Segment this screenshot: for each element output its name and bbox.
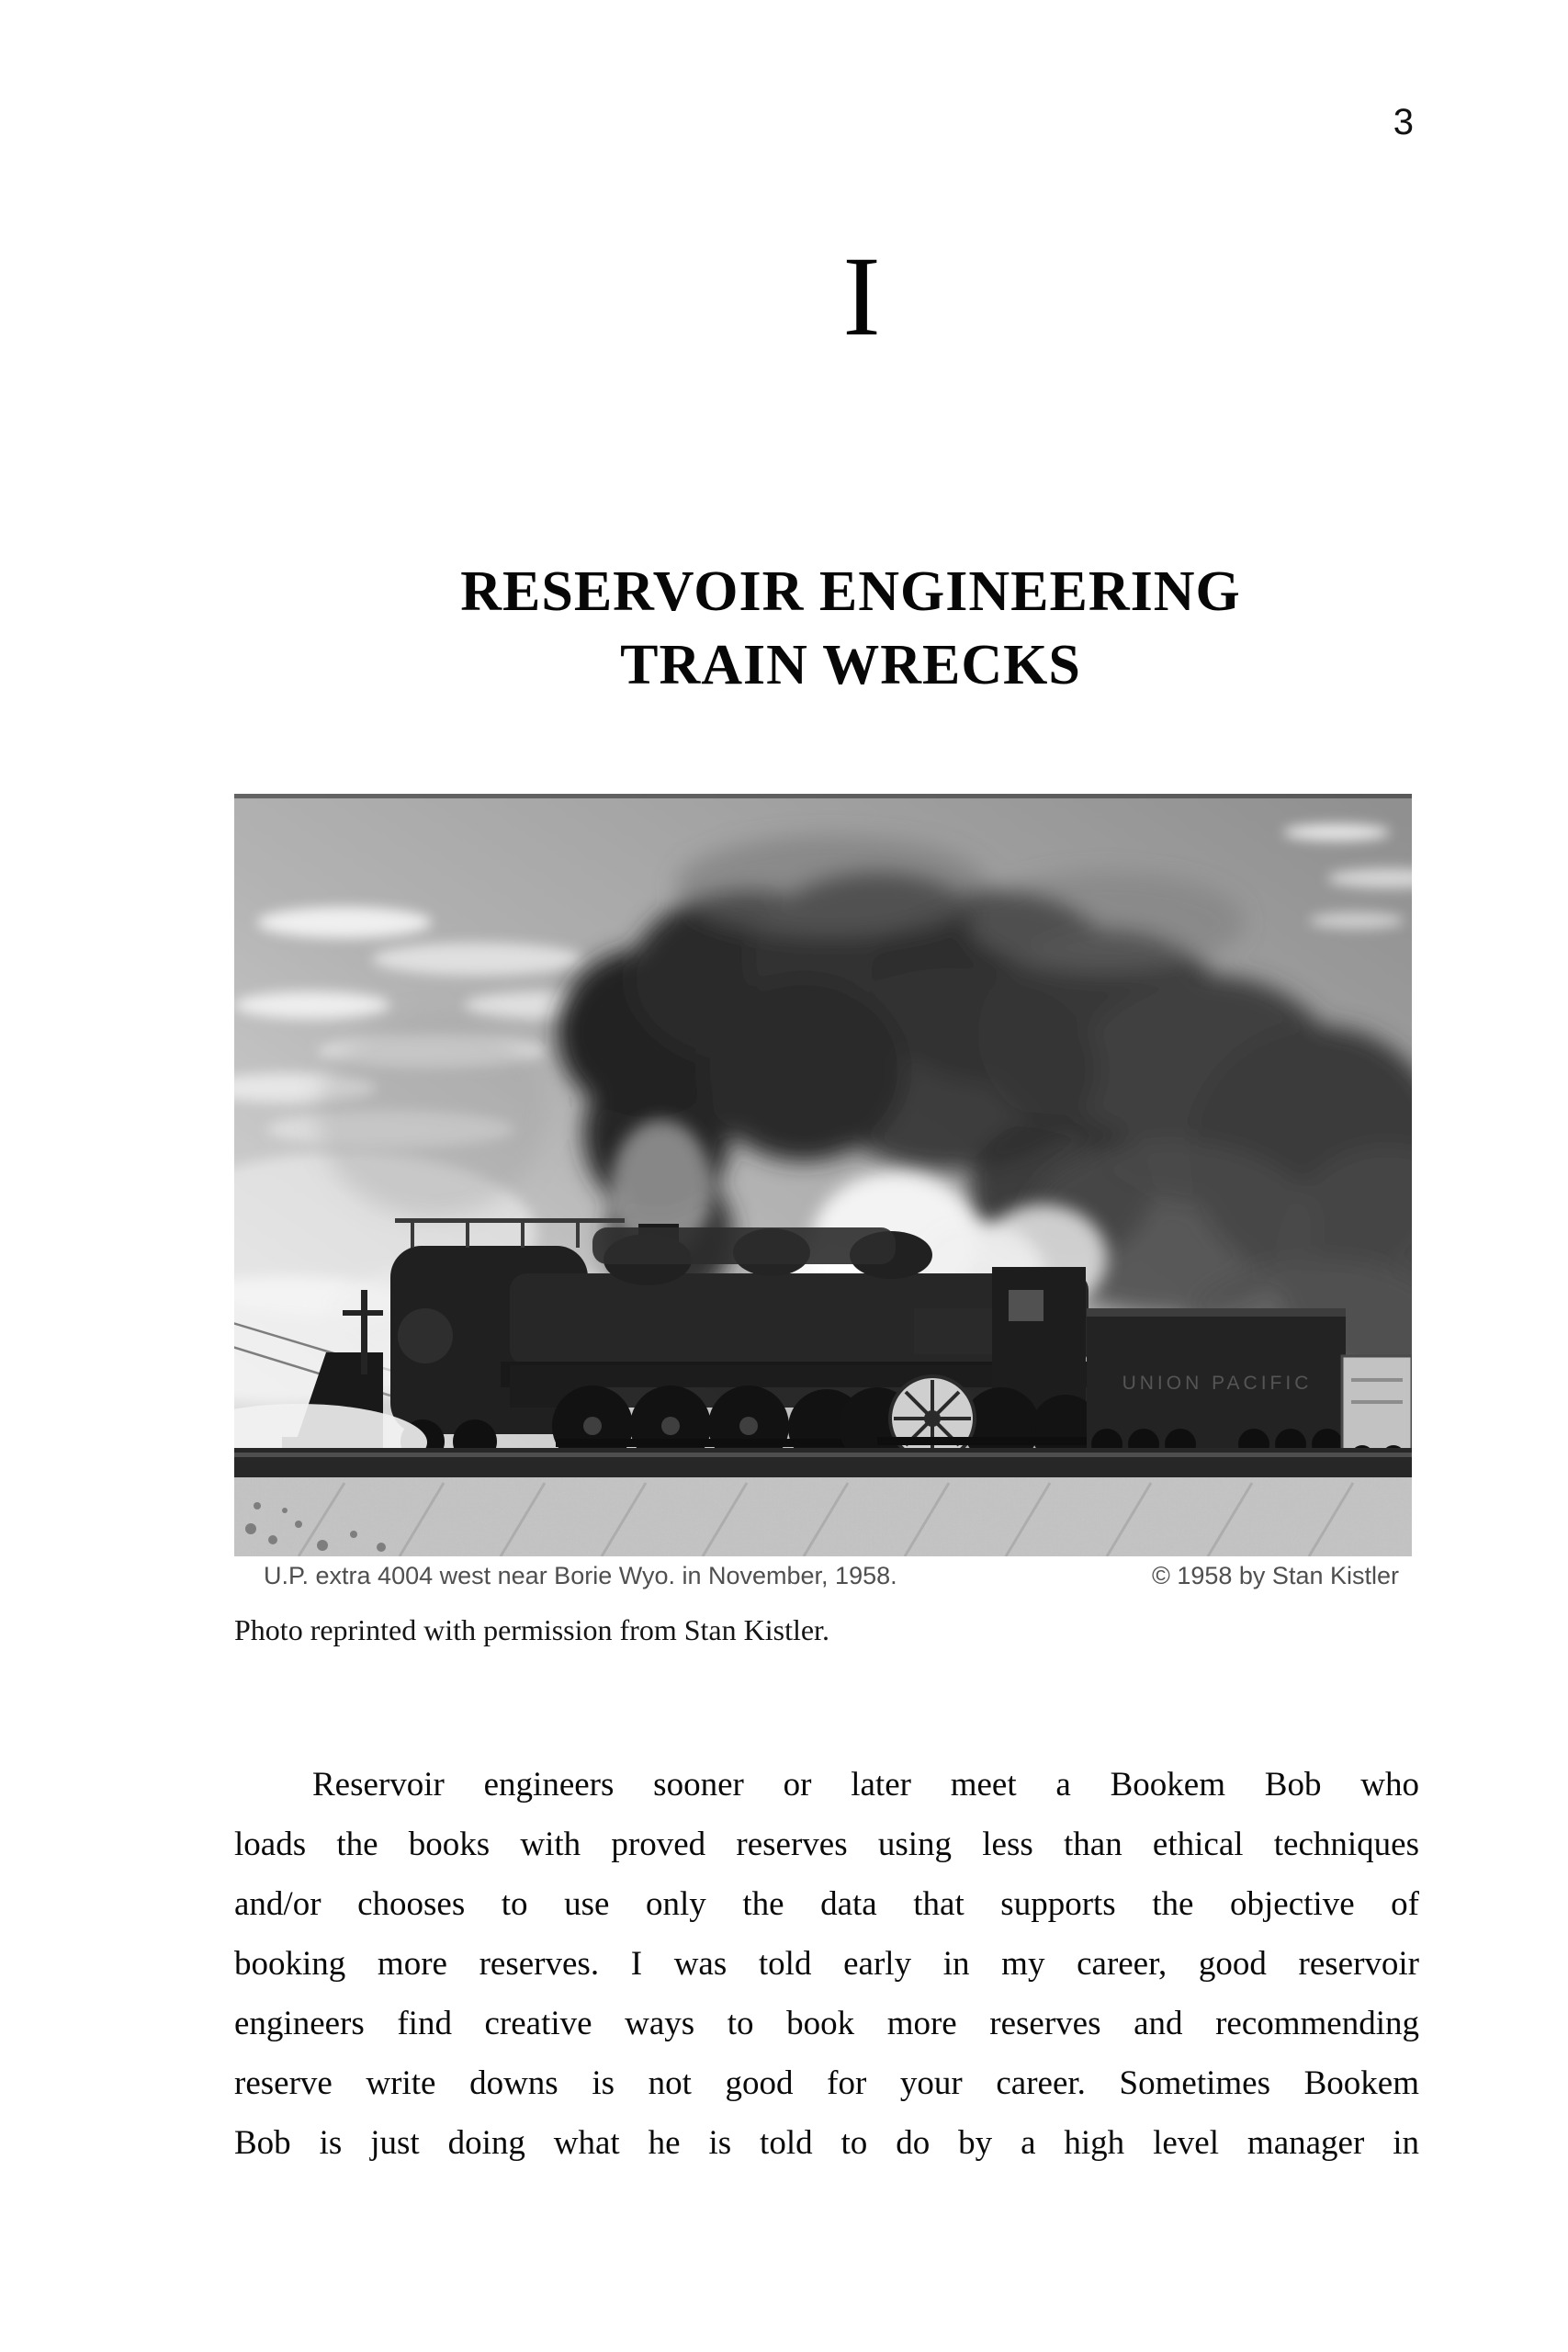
train-wreck-photo: [234, 794, 1412, 1600]
chapter-title-line1: RESERVOIR ENGINEERING: [460, 560, 1241, 623]
photo-credit: Photo reprinted with permission from Stan Kistler.: [234, 1613, 829, 1646]
body-text-line: Bob is just doing what he is told to do by a high level manager in: [234, 2124, 1419, 2162]
chapter-title-line2: TRAIN WRECKS: [620, 634, 1081, 696]
train-photo-image: [234, 794, 1412, 1556]
body-text-line: reserve write downs is not good for your career. Sometimes Bookem: [234, 2064, 1419, 2102]
photo-caption-left: U.P. extra 4004 west near Borie Wyo. in November, 1958.: [264, 1561, 897, 1589]
photo-caption-right: © 1958 by Stan Kistler: [1151, 1561, 1399, 1589]
body-paragraph: [234, 1755, 1419, 2173]
body-text-line: booking more reserves. I was told early in my career, good reservoir: [234, 1945, 1419, 1983]
body-text-line: Reservoir engineers sooner or later meet a Bookem Bob who: [312, 1766, 1419, 1804]
tender: [1087, 1308, 1346, 1460]
chapter-numeral: I: [842, 233, 881, 359]
body-text-line: engineers find creative ways to book more reserves and recommending: [234, 2005, 1419, 2042]
page-content: [234, 0, 1419, 2173]
chapter-title: [234, 555, 1419, 702]
body-text-line: and/or chooses to use only the data that supports the objective of: [234, 1885, 1419, 1923]
body-text-line: loads the books with proved reserves using less than ethical techniques: [234, 1826, 1419, 1863]
photo-caption-strip: [234, 1556, 1412, 1600]
tender-lettering: UNION PACIFIC: [1122, 1373, 1313, 1394]
page-number: 3: [1393, 102, 1414, 142]
